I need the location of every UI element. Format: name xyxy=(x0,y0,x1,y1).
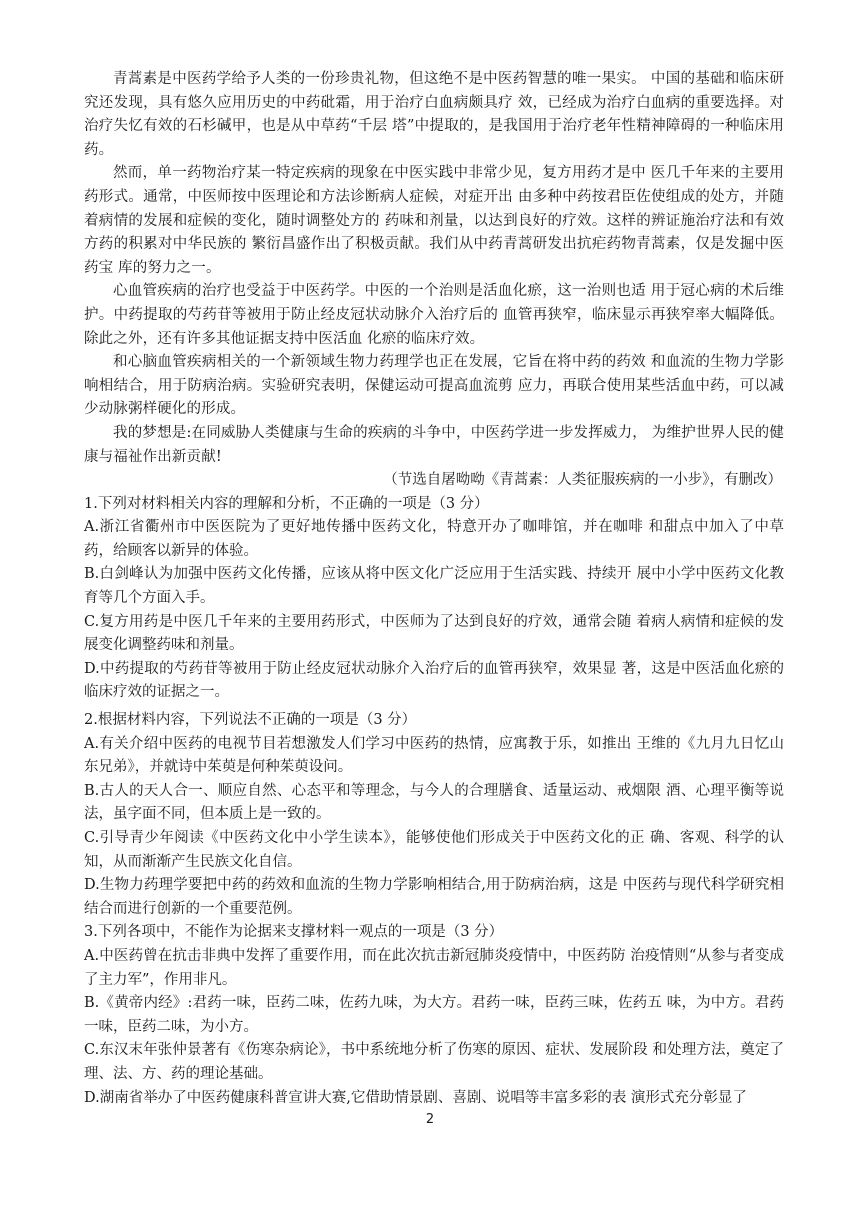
question-3-option-a: A.中医药曾在抗击非典中发挥了重要作用，而在此次抗击新冠肺炎疫情中，中医药防 治疫情则“从参与者变成了主力军”，作用非凡。 xyxy=(84,947,784,988)
question-1-option-a: A.浙江省衢州市中医医院为了更好地传播中医药文化，特意开办了咖啡馆，并在咖啡 和甜点中加入了中草药，给顾客以新异的体验。 xyxy=(84,519,784,559)
question-1 xyxy=(84,493,784,705)
document-page xyxy=(84,68,784,1110)
question-2-option-c: C.引导青少年阅读《中医药文化中小学生读本》，能够使他们形成关于中医药文化的正 确、客观、科学的认知，从而渐渐产生民族文化自信。 xyxy=(84,830,784,870)
passage-paragraph-5: 我的梦想是:在同威胁人类健康与生命的疾病的斗争中，中医药学进一步发挥威力， 为维护世界人民的健康与福祉作出新贡献! xyxy=(84,424,784,465)
question-2-stem: 2.根据材料内容，下列说法不正确的一项是（3 分） xyxy=(84,712,417,729)
question-1-option-d: D.中药提取的芍药苷等被用于防止经皮冠状动脉介入治疗后的血管再狭窄，效果显 著，这是中医活血化瘀的临床疗效的证据之一。 xyxy=(84,660,784,701)
question-3-option-d: D.湖南省举办了中医药健康科普宣讲大赛,它借助情景剧、喜剧、说唱等丰富多彩的表 演形式充分彰显了 xyxy=(84,1089,747,1106)
passage-source: （节选自屠呦呦《青蒿素：人类征服疾病的一小步》，有删改） xyxy=(383,472,782,489)
question-1-option-b: B.白剑峰认为加强中医药文化传播，应该从将中医文化广泛应用于生活实践、持续开 展中小学中医药文化教育等几个方面入手。 xyxy=(84,566,784,607)
question-3 xyxy=(84,921,784,1110)
question-1-option-c: C.复方用药是中医几千年来的主要用药形式，中医师为了达到良好的疗效，通常会随 着病人病情和症候的发展变化调整药味和剂量。 xyxy=(84,613,784,654)
question-3-stem: 3.下列各项中，不能作为论据来支撑材料一观点的一项是（3 分） xyxy=(84,924,504,941)
question-2-option-b: B.古人的天人合一、顺应自然、心态平和等理念，与今人的合理膳食、适量运动、戒烟限 酒、心理平衡等说法，虽字面不同，但本质上是一致的。 xyxy=(84,782,784,823)
passage-paragraph-1: 青蒿素是中医药学给予人类的一份珍贵礼物，但这绝不是中医药智慧的唯一果实。 中国的基础和临床研究还发现，具有悠久应用历史的中药砒霜，用于治疗白血病颇具疗 效，已经成为治疗白血病的重要选择。对治疗失忆有效的石杉碱甲，也是从中草药“千层 塔”中提取的，是我国用于治疗老年性精神障碍的一种临床用药。 xyxy=(84,71,784,158)
question-2-option-d: D.生物力药理学要把中药的药效和血流的生物力学影响相结合,用于防病治病，这是 中医药与现代科学研究相结合而进行创新的一个重要范例。 xyxy=(84,877,784,917)
question-2 xyxy=(84,709,784,921)
question-3-option-c: C.东汉末年张仲景著有《伤寒杂病论》，书中系统地分析了伤寒的原因、症状、发展阶段 和处理方法，奠定了理、法、方、药的理论基础。 xyxy=(84,1042,784,1082)
passage-paragraph-3: 心血管疾病的治疗也受益于中医药学。中医的一个治则是活血化瘀，这一治则也适 用于冠心病的术后维护。中药提取的芍药苷等被用于防止经皮冠状动脉介入治疗后的 血管再狭窄，临床显示再狭窄率大幅降低。除此之外，还有许多其他证据支持中医活血 化瘀的临床疗效。 xyxy=(84,283,784,347)
question-3-option-b: B.《黄帝内经》:君药一味，臣药二味，佐药九味，为大方。君药一味，臣药三味，佐药五 味，为中方。君药一味，臣药二味，为小方。 xyxy=(84,995,784,1035)
question-1-stem: 1.下列对材料相关内容的理解和分析，不正确的一项是（3 分） xyxy=(84,495,489,512)
passage xyxy=(84,68,784,493)
page-number: 2 xyxy=(425,1112,435,1127)
question-2-option-a: A.有关介绍中医药的电视节目若想激发人们学习中医药的热情，应寓教于乐，如推出 王维的《九月九日忆山东兄弟》，并就诗中茱萸是何种茱萸设问。 xyxy=(84,735,784,776)
passage-paragraph-4: 和心脑血管疾病相关的一个新领域生物力药理学也正在发展，它旨在将中药的药效 和血流的生物力学影响相结合，用于防病治病。实验研究表明，保健运动可提高血流剪 应力，再联合使用某些活血中药，可以减少动脉粥样硬化的形成。 xyxy=(84,354,784,418)
passage-paragraph-2: 然而，单一药物治疗某一特定疾病的现象在中医实践中非常少见，复方用药才是中 医几千年来的主要用药形式。通常，中医师按中医理论和方法诊断病人症候，对症开出 由多种中药按君臣佐使组成的处方，并随着病情的发展和症候的变化，随时调整处方的 药味和剂量，以达到良好的疗效。这样的辨证施治疗法和有效方药的积累对中华民族的 繁衍昌盛作出了积极贡献。我们从中药青蒿研发出抗疟药物青蒿素，仅是发掘中医药宝 库的努力之一。 xyxy=(84,165,784,276)
